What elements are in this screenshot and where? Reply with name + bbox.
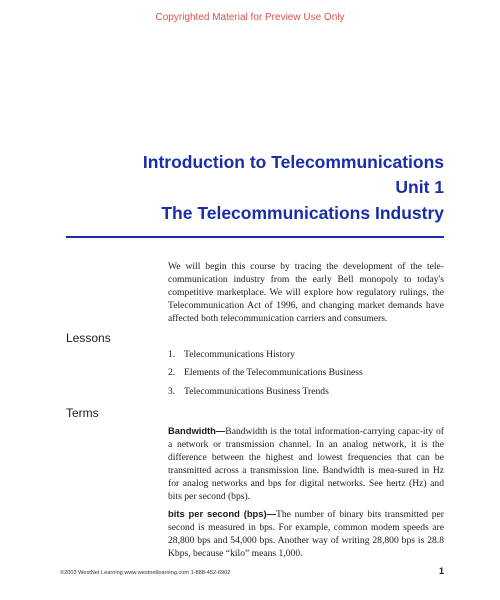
terms-list bbox=[168, 425, 444, 565]
page-number: 1 bbox=[438, 566, 444, 576]
lesson-label: Telecommunications Business Trends bbox=[184, 385, 329, 397]
term-entry bbox=[168, 425, 444, 503]
lesson-item bbox=[168, 386, 444, 398]
copyright-watermark: Copyrighted Material for Preview Use Only bbox=[155, 12, 345, 23]
lesson-number: 1. bbox=[168, 349, 176, 360]
lesson-label: Telecommunications History bbox=[184, 349, 295, 360]
term-entry bbox=[168, 508, 444, 560]
page-footer bbox=[60, 566, 444, 576]
term-name: Bandwidth— bbox=[168, 425, 226, 436]
lesson-number: 2. bbox=[168, 367, 176, 379]
term-name: bits per second (bps)— bbox=[168, 508, 276, 520]
lesson-label: Elements of the Telecommunications Business bbox=[184, 367, 363, 379]
lesson-item bbox=[168, 349, 444, 361]
unit-number: Unit 1 bbox=[395, 177, 444, 198]
course-title: Introduction to Telecommunications bbox=[142, 152, 444, 172]
lesson-number: 3. bbox=[168, 385, 176, 397]
title-rule bbox=[66, 236, 444, 238]
footer-credit: ©2003 WestNet Learning www.westnetlearning.com 1-888-452-6902 bbox=[60, 570, 231, 576]
terms-heading: Terms bbox=[66, 406, 99, 420]
lessons-list bbox=[168, 349, 444, 404]
term-definition: Bandwidth is the total information-carrying capac-ity of a network or transmission channel. In an analog network, it is the difference between the highest and lowest frequencies that can be transmitted across a transmission line. Bandwidth is mea-sured in Hz for analog networks and bps for digital networks. See hertz (Hz) and bits per second (bps). bbox=[168, 426, 444, 503]
title-block bbox=[143, 150, 444, 226]
lesson-item bbox=[168, 367, 444, 379]
unit-subtitle: The Telecommunications Industry bbox=[161, 202, 444, 223]
lessons-heading: Lessons bbox=[66, 331, 111, 345]
term-definition: The number of binary bits transmitted per second is measured in bps. For example, common modem speeds are 28,800 bps and 54,000 bps. Another way of writing 28,800 bps is 28.8 Kbps, because “kilo” means 1,000. bbox=[168, 509, 445, 560]
intro-paragraph: We will begin this course by tracing the development of the tele-communication industry from the early Bell monopoly to today's competitive marketplace. We will explore how regulatory rulings, the Telecommunication Act of 1996, and changing market demands have affected both telecommunication carriers and consumers. bbox=[168, 261, 444, 325]
